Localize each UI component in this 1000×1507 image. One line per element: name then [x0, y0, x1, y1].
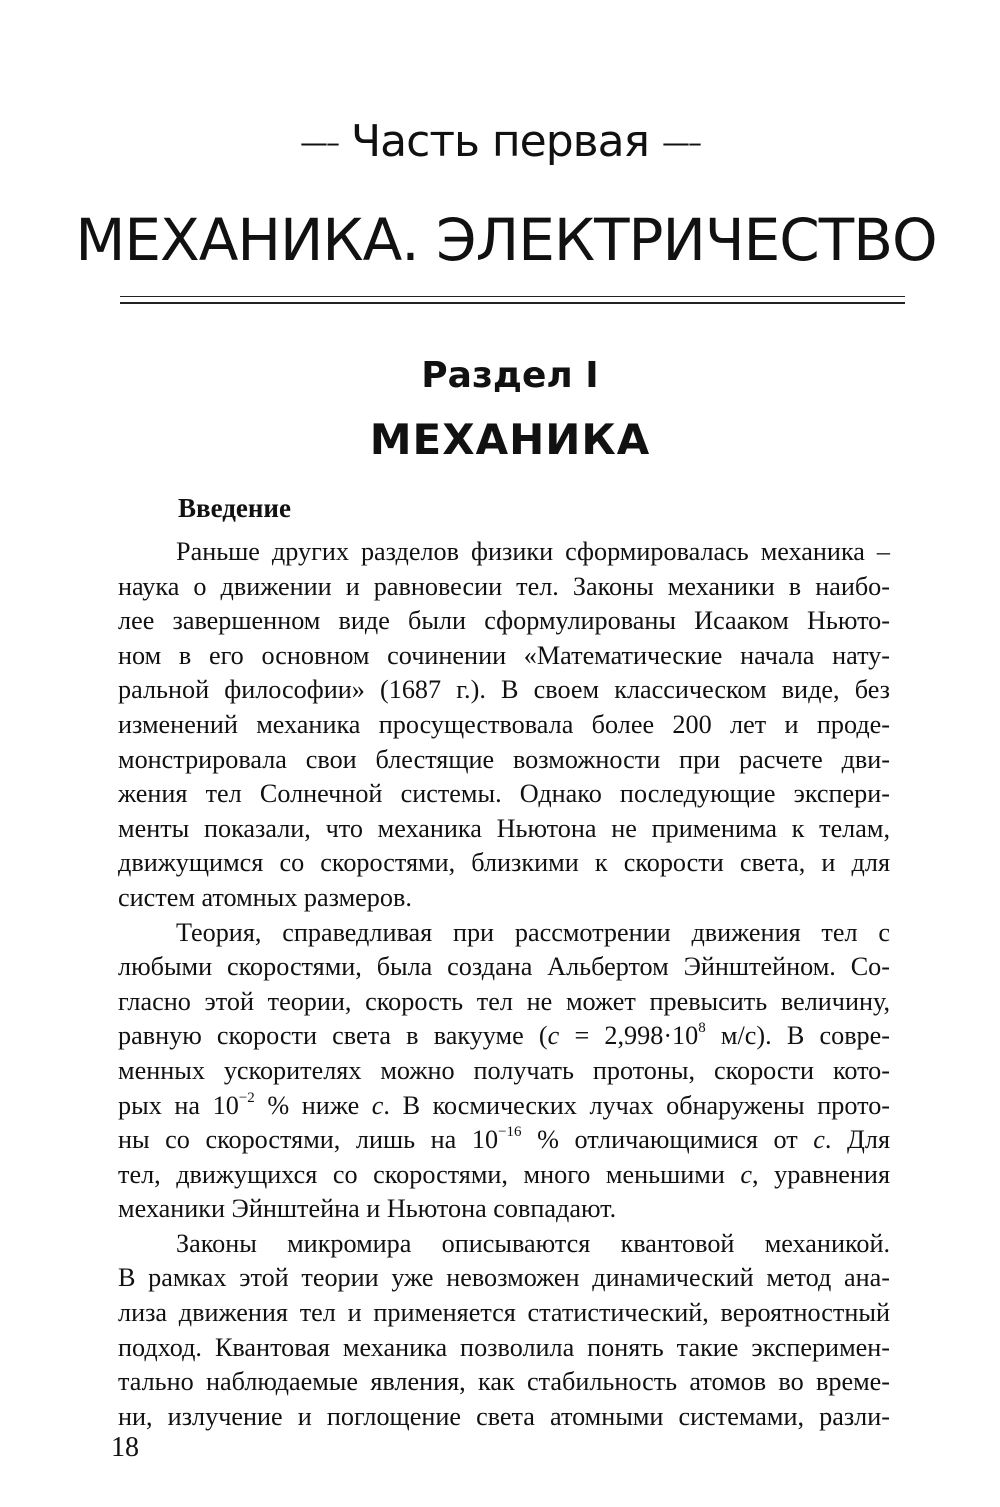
text-line: тально наблюдаемые явления, как стабильность атомов во време- [118, 1367, 890, 1397]
text-line: ном в его основном сочинении «Математические начала нату- [118, 640, 890, 670]
text-line: любыми скоростями, была создана Альбертом Эйнштейном. Со- [118, 952, 890, 982]
speed-of-light-symbol: c [547, 1021, 560, 1051]
title-rule-thick [120, 302, 905, 304]
text-fragment: рых на 10 [118, 1090, 239, 1120]
section-number: Раздел I [421, 355, 599, 396]
text-line: движущимся со скоростями, близкими к скорости света, и для [118, 848, 890, 878]
intro-heading: Введение [178, 493, 291, 523]
part-heading-dash-right: —– [662, 126, 700, 159]
text-line [118, 1089, 890, 1124]
text-line [118, 1019, 890, 1054]
text-line: менных ускорителях можно получать протоны, скорости кото- [118, 1055, 890, 1085]
text-fragment: равную скорости света в вакууме ( [118, 1021, 548, 1051]
text-line: Теория, справедливая при рассмотрении движения тел с [176, 917, 890, 947]
part-title: МЕХАНИКА. ЭЛЕКТРИЧЕСТВО [75, 206, 937, 274]
text-fragment: , уравнения [752, 1159, 890, 1189]
title-rule-thin [120, 296, 905, 297]
text-line: Законы микромира описываются квантовой механикой. [176, 1228, 890, 1258]
text-fragment: м/с). В совре- [705, 1021, 890, 1051]
text-fragment: тел, движущихся со скоростями, много меньшими [118, 1159, 741, 1189]
text-line: наука о движении и равновесии тел. Законы механики в наибо- [118, 571, 890, 601]
text-line: лиза движения тел и применяется статистический, вероятностный [118, 1298, 890, 1328]
text-fragment: % ниже [254, 1090, 372, 1120]
text-line: менты показали, что механика Ньютона не применима к телам, [118, 813, 890, 843]
text-fragment: = 2,998·10 [559, 1021, 699, 1051]
paragraph-2 [118, 916, 890, 1227]
speed-of-light-symbol: c [813, 1125, 825, 1155]
text-line: В рамках этой теории уже невозможен динамический метод ана- [118, 1263, 890, 1293]
text-line: Раньше других разделов физики сформировалась механика – [176, 537, 890, 566]
section-title: МЕХАНИКА [369, 415, 651, 464]
text-fragment: . Для [824, 1125, 891, 1155]
text-line: изменений механика просуществовала более 200 лет и проде- [118, 709, 890, 739]
body-text [118, 535, 890, 1434]
text-line: монстрировала свои блестящие возможности при расчете дви- [118, 744, 890, 774]
text-line: подход. Квантовая механика позволила понять такие эксперимен- [118, 1332, 890, 1362]
text-line: ни, излучение и поглощение света атомными системами, разли- [118, 1401, 890, 1431]
speed-of-light-symbol: c [371, 1090, 384, 1120]
speed-of-light-symbol: c [740, 1159, 753, 1189]
text-line: систем атомных размеров. [118, 882, 412, 912]
text-line: жения тел Солнечной системы. Однако последующие экспери- [118, 779, 890, 809]
text-line: лее завершенном виде были сформулированы Исааком Ньюто- [118, 606, 890, 636]
exponent: −2 [238, 1089, 255, 1106]
paragraph-3 [118, 1227, 890, 1435]
part-heading [0, 112, 1000, 173]
text-fragment: . В космических лучах обнаружены прото- [383, 1090, 891, 1120]
text-line: гласно этой теории, скорость тел не может превысить величину, [118, 986, 890, 1016]
text-fragment: % отличающимися от [521, 1125, 814, 1155]
part-heading-dash-left: —– [300, 126, 338, 159]
text-line [118, 1123, 890, 1158]
part-label: Часть первая [351, 116, 649, 167]
exponent: 8 [698, 1020, 706, 1037]
text-line: механики Эйнштейна и Ньютона совпадают. [118, 1194, 617, 1224]
text-line [118, 1158, 890, 1193]
paragraph-1 [118, 535, 890, 916]
page-number: 18 [111, 1432, 139, 1463]
text-line: ральной философии» (1687 г.). В своем классическом виде, без [118, 675, 890, 705]
text-fragment: ны со скоростями, лишь на 10 [118, 1125, 499, 1155]
exponent: −16 [498, 1124, 522, 1141]
